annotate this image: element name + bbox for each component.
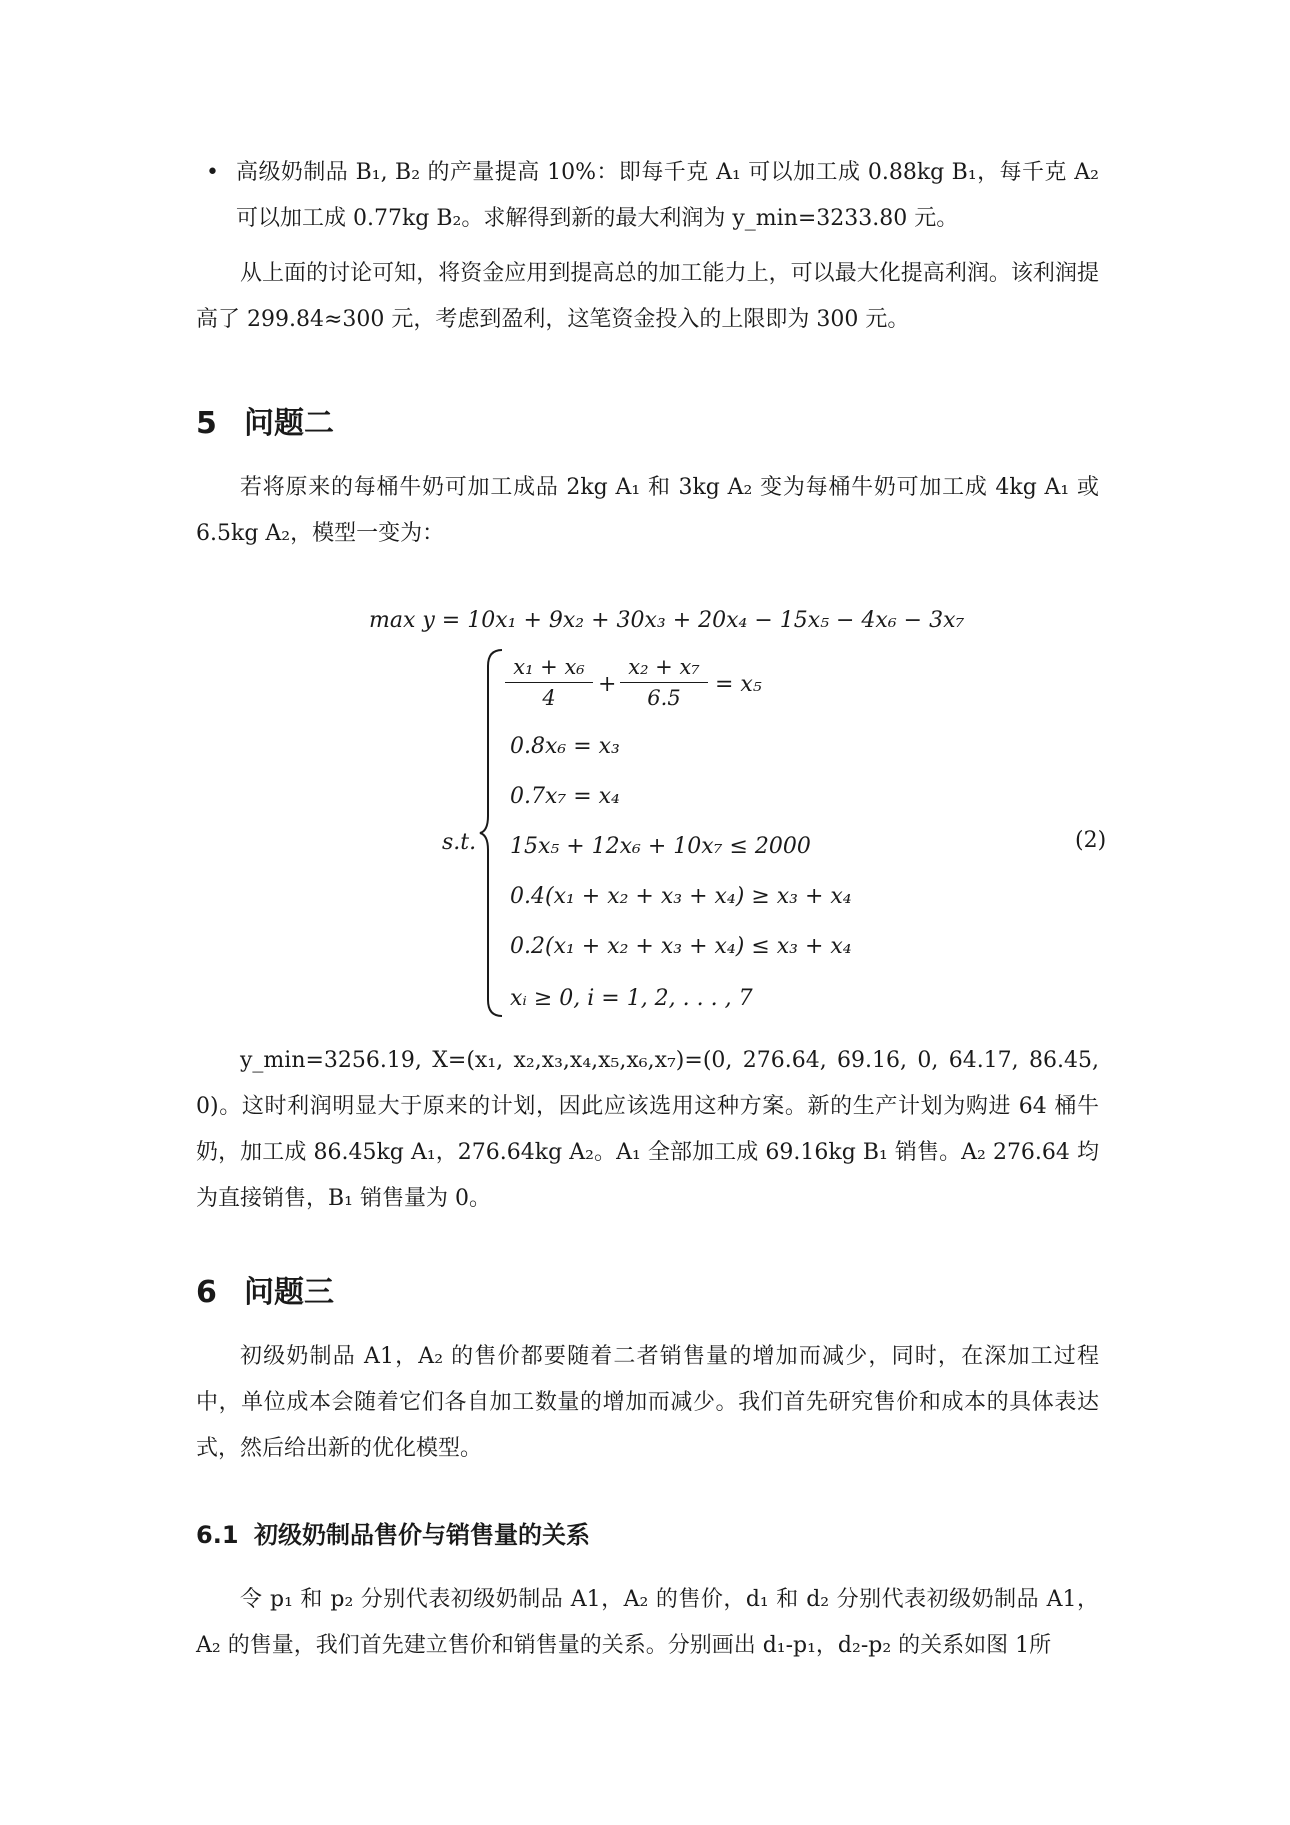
bullet-text: 高级奶制品 B₁, B₂ 的产量提高 10%：即每千克 A₁ 可以加工成 0.88kg B₁，每千克 A₂ 可以加工成 0.77kg B₂。求解得到新的最大利润为 y_min=3233.80 元。 [236,160,1099,231]
subsection-heading-6-1 [196,1515,590,1550]
constraint-line: 0.8x₆ = x₃ [510,734,620,759]
fraction-denominator: 4 [542,686,556,710]
fraction-bar [620,682,708,683]
fraction-numerator: x₁ + x₆ [513,655,585,679]
section-number: 6 [196,1275,217,1310]
section-6-intro [196,1334,1099,1472]
subsection-title: 初级奶制品售价与销售量的关系 [254,1521,590,1549]
bullet-item [206,150,1099,242]
fraction-rhs: = x₅ [715,672,762,697]
section-title: 问题三 [244,1275,334,1310]
paragraph-text: 若将原来的每桶牛奶可加工成品 2kg A₁ 和 3kg A₂ 变为每桶牛奶可加工成 4kg A₁ 或 6.5kg A₂，模型一变为： [196,475,1099,546]
constraint-line: 0.2(x₁ + x₂ + x₃ + x₄) ≤ x₃ + x₄ [510,934,852,959]
paragraph-text: 初级奶制品 A1，A₂ 的售价都要随着二者销售量的增加而减少，同时，在深加工过程中，单位成本会随着它们各自加工数量的增加而减少。我们首先研究售价和成本的具体表达式，然后给出新的优化模型。 [196,1344,1099,1461]
section-5-result [196,1038,1099,1222]
section-title: 问题二 [244,406,334,441]
constraint-brace [478,648,508,1018]
constraint-line: 0.4(x₁ + x₂ + x₃ + x₄) ≥ x₃ + x₄ [510,884,852,909]
paragraph-text: y_min=3256.19, X=(x₁, x₂,x₃,x₄,x₅,x₆,x₇)=(0, 276.64, 69.16, 0, 64.17, 86.45, 0)。这时利润明显大于原来的计划，因此应该选用这种方案。新的生产计划为购进 64 桶牛奶，加工成 86.45kg A₁，276.64kg A₂。A₁ 全部加工成 69.16kg B₁ 销售。A₂ 276.64 均为直接销售，B₁ 销售量为 0。 [196,1048,1099,1211]
section-5-intro [196,465,1099,557]
fraction-1 [505,655,593,710]
paragraph-text: 从上面的讨论可知，将资金应用到提高总的加工能力上，可以最大化提高利润。该利润提高了 299.84≈300 元，考虑到盈利，这笔资金投入的上限即为 300 元。 [196,261,1099,332]
constraint-line: xᵢ ≥ 0, i = 1, 2, . . . , 7 [510,986,753,1011]
constraint-line: 0.7x₇ = x₄ [510,784,620,809]
section-heading-6 [196,1267,334,1311]
section-heading-5 [196,398,334,442]
fraction-denominator: 6.5 [647,686,681,710]
plus-sign: + [598,672,617,697]
st-label: s.t. [442,830,477,855]
objective-function: max y = 10x₁ + 9x₂ + 30x₃ + 20x₄ − 15x₅ − 4x₆ − 3x₇ [369,608,965,633]
fraction-2 [620,655,708,710]
section-number: 5 [196,406,217,441]
equation-number: (2) [1075,828,1107,853]
fraction-bar [505,682,593,683]
subsection-number: 6.1 [196,1521,239,1549]
fraction-numerator: x₂ + x₇ [628,655,700,679]
constraint-line: 15x₅ + 12x₆ + 10x₇ ≤ 2000 [510,834,811,859]
bullet-marker: • [206,160,219,185]
paragraph-text: 令 p₁ 和 p₂ 分别代表初级奶制品 A1，A₂ 的售价，d₁ 和 d₂ 分别代表初级奶制品 A1，A₂ 的售量，我们首先建立售价和销售量的关系。分别画出 d₁-p₁，d₂-p₂ 的关系如图 1所 [196,1587,1099,1658]
paragraph-conclusion [196,251,1099,343]
subsection-6-1-text [196,1577,1099,1669]
